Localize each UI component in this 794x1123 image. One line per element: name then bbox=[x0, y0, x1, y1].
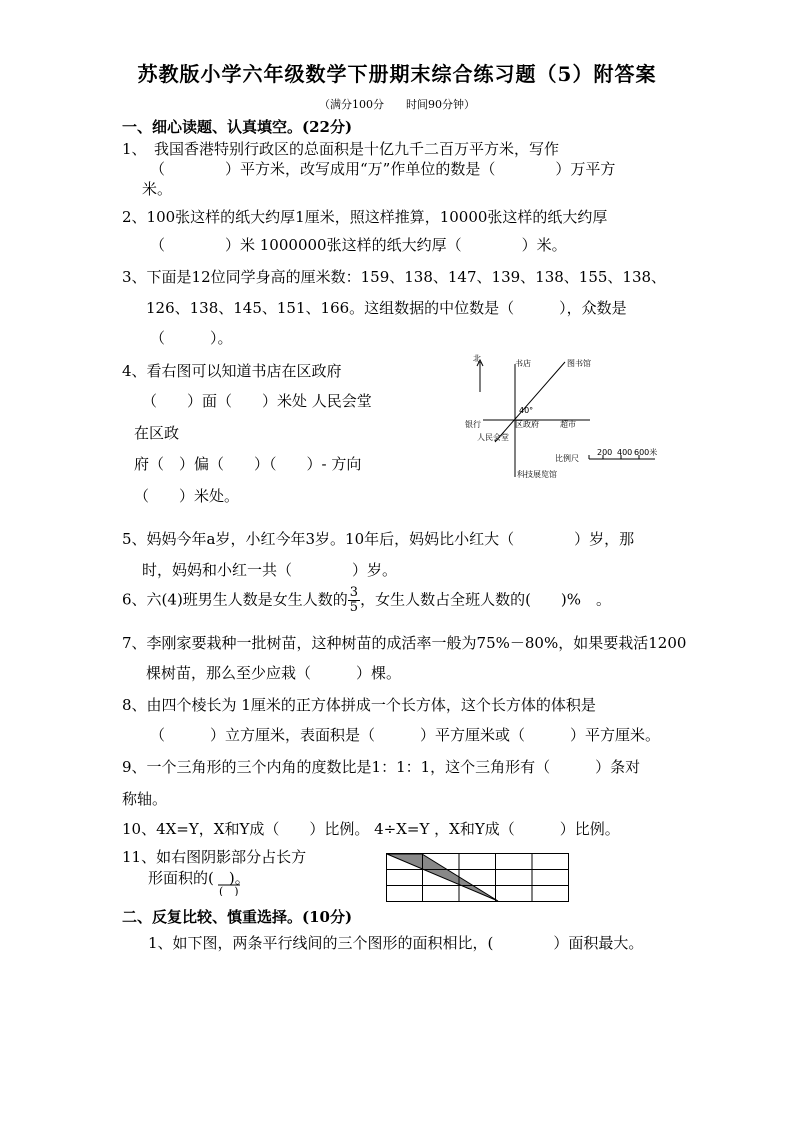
map-angle: 40° bbox=[519, 406, 534, 415]
q2-line1: 2、100张这样的纸大约厚1厘米，照这样推算，10000张这样的纸大约厚 bbox=[122, 208, 608, 226]
q1-line1: 1、 我国香港特别行政区的总面积是十亿九千二百万平方米，写作 bbox=[122, 140, 560, 158]
map-supermarket: 超市 bbox=[560, 420, 576, 429]
q7-line1: 7、李刚家要栽种一批树苗，这种树苗的成活率一般为75%－80%，如果要栽活1200 bbox=[122, 634, 687, 652]
q4-line5: （ ）米处。 bbox=[134, 487, 240, 505]
q4-line3: 在区政 bbox=[134, 424, 180, 442]
map-district-gov: 区政府 bbox=[515, 420, 539, 429]
q5-line2: 时，妈妈和小红一共（ ）岁。 bbox=[142, 561, 398, 579]
q10-line1: 10、4X=Y，X和Y成（ ）比例。 4÷X=Y ，X和Y成（ ）比例。 bbox=[122, 820, 620, 838]
map-scale-tick-2: 400 bbox=[617, 448, 633, 457]
q11-line2: 形面积的( )。 bbox=[148, 869, 250, 887]
section2-q1: 1、如下图，两条平行线间的三个图形的面积相比，( ）面积最大。 bbox=[148, 934, 644, 952]
q8-line1: 8、由四个棱长为 1厘米的正方体拼成一个长方体，这个长方体的体积是 bbox=[122, 696, 596, 714]
q1-line2: （ ）平方米，改写成用“万”作单位的数是（ ）万平方 bbox=[150, 160, 616, 178]
q5-line1: 5、妈妈今年a岁，小红今年3岁。10年后，妈妈比小红大（ ）岁，那 bbox=[122, 530, 635, 548]
q6-fraction-denominator: 5 bbox=[349, 600, 359, 615]
q6-before: 6、六(4)班男生人数是女生人数的 bbox=[122, 590, 348, 609]
section1-heading: 一、细心读题、认真填空。(22分) bbox=[122, 118, 353, 136]
page-subtitle: （满分100分 时间90分钟） bbox=[319, 98, 475, 111]
q4-line2: （ ）面（ ）米处 人民会堂 bbox=[142, 392, 372, 410]
q2-line2: （ ）米 1000000张这样的纸大约厚（ ）米。 bbox=[150, 236, 567, 254]
q3-line2: 126、138、145、151、166。这组数据的中位数是（ ），众数是 bbox=[146, 299, 627, 317]
svg-text:( ): ( ) bbox=[219, 885, 239, 896]
map-bank: 银行 bbox=[465, 420, 481, 429]
map-scale-label: 比例尺 bbox=[555, 454, 579, 463]
page-title: 苏教版小学六年级数学下册期末综合练习题（5）附答案 bbox=[137, 62, 657, 86]
q9-line1: 9、一个三角形的三个内角的度数比是1：1：1，这个三角形有（ ）条对 bbox=[122, 758, 641, 776]
map-people-hall: 人民会堂 bbox=[477, 433, 509, 442]
q7-line2: 棵树苗，那么至少应栽（ ）棵。 bbox=[146, 664, 402, 682]
q4-direction-map bbox=[455, 352, 670, 487]
q6-after: ，女生人数占全班人数的( )% 。 bbox=[360, 590, 612, 609]
map-north-label: 北 bbox=[473, 354, 481, 363]
q8-line2: （ ）立方厘米，表面积是（ ）平方厘米或（ ）平方厘米。 bbox=[150, 726, 661, 744]
q3-line3: （ ）。 bbox=[150, 329, 233, 347]
q11-fraction-denominator-blank bbox=[216, 884, 244, 896]
q1-line3: 米。 bbox=[142, 180, 173, 198]
q9-line2: 称轴。 bbox=[122, 790, 168, 808]
map-bookstore: 书店 bbox=[515, 359, 531, 368]
q11-grid-figure bbox=[386, 853, 570, 903]
section2-heading: 二、反复比较、慎重选择。(10分) bbox=[122, 908, 353, 926]
map-scale-tick-1: 200 bbox=[597, 448, 613, 457]
q6-fraction bbox=[348, 586, 360, 615]
q11-line1: 11、如右图阴影部分占长方 bbox=[122, 848, 307, 866]
diagonal-line bbox=[495, 362, 565, 442]
shaded-triangle bbox=[387, 854, 498, 901]
map-science-museum: 科技展览馆 bbox=[517, 470, 557, 479]
q6-fraction-numerator: 3 bbox=[349, 585, 359, 600]
q4-line1: 4、看右图可以知道书店在区政府 bbox=[122, 362, 342, 380]
map-scale-tick-3: 600米 bbox=[634, 448, 658, 457]
q6-line bbox=[122, 586, 611, 615]
q4-line4: 府（ ）偏（ ）（ ）- 方向 bbox=[134, 455, 362, 473]
q3-line1: 3、下面是12位同学身高的厘米数：159、138、147、139、138、155、138、 bbox=[122, 268, 667, 286]
map-library: 图书馆 bbox=[567, 359, 591, 368]
